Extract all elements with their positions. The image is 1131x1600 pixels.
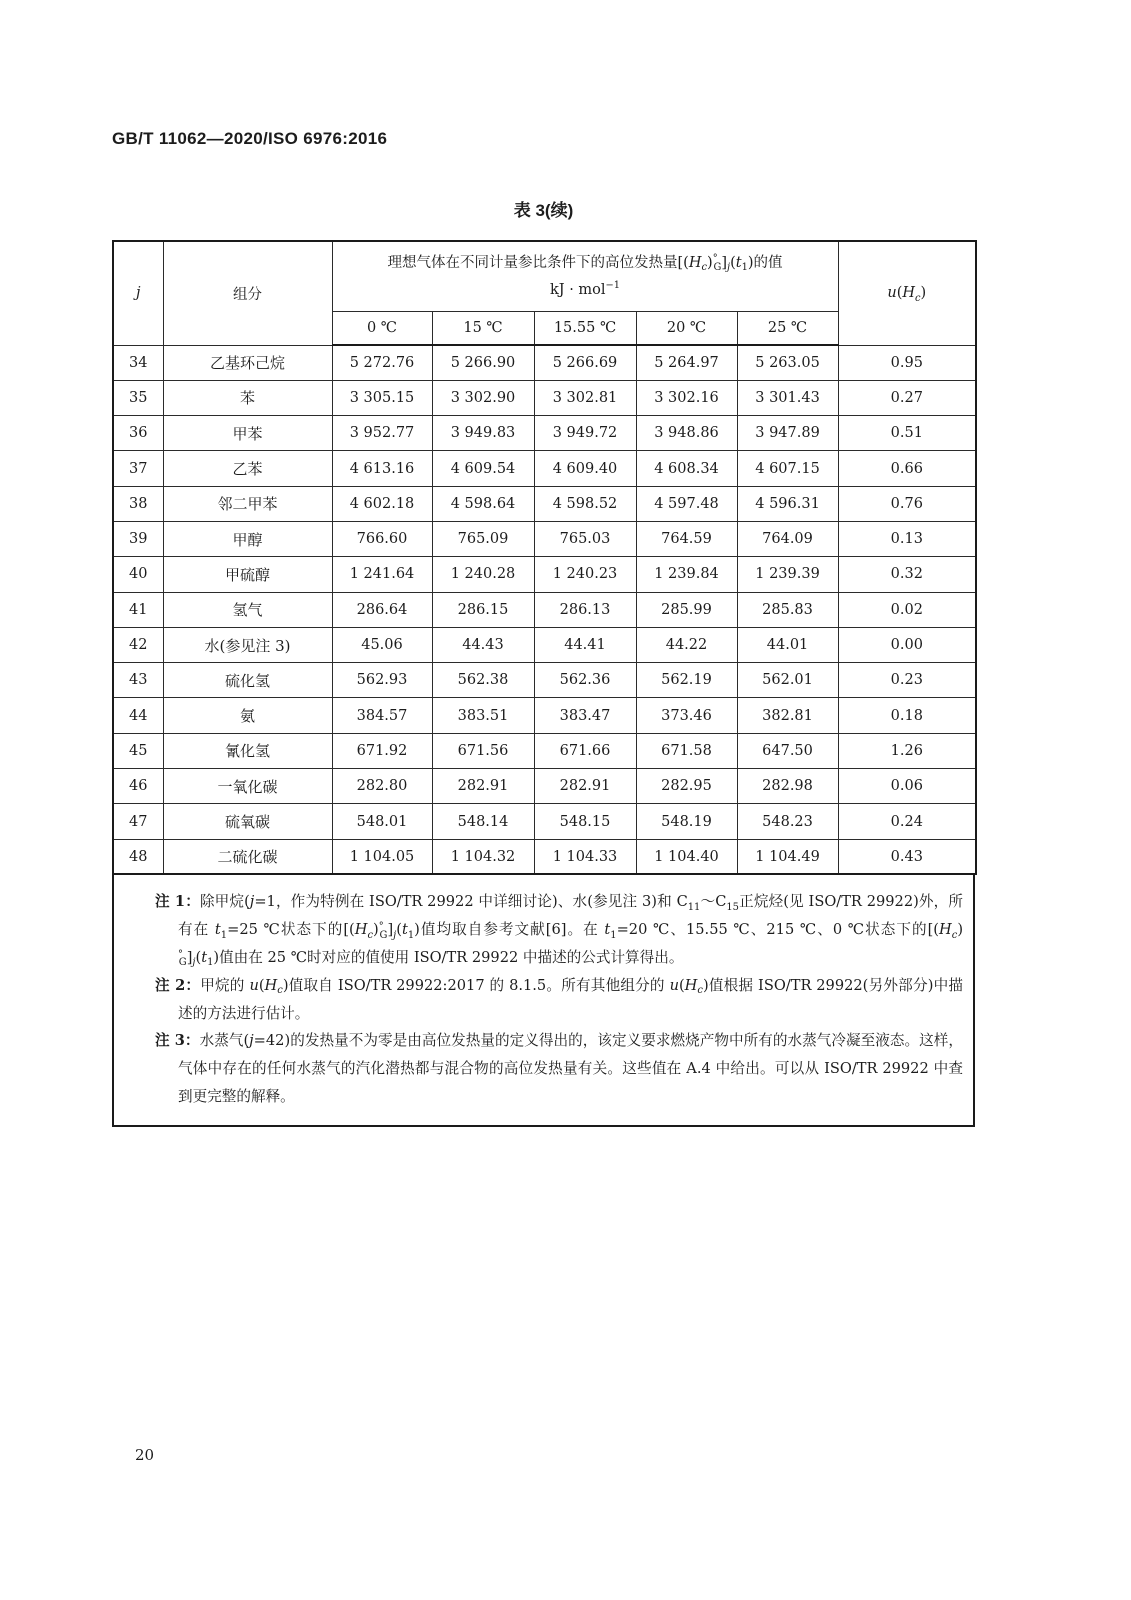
text-run: j xyxy=(192,957,196,969)
cell-heating-value: 5 266.69 xyxy=(534,345,636,380)
cell-index: 42 xyxy=(113,627,163,662)
cell-uncertainty: 0.23 xyxy=(838,663,976,698)
cell-heating-value: 3 302.16 xyxy=(636,380,737,415)
cell-heating-value: 1 104.49 xyxy=(737,839,838,874)
column-header-temperature: 0 ℃ xyxy=(332,312,432,346)
cell-heating-value: 3 952.77 xyxy=(332,416,432,451)
cell-heating-value: 562.93 xyxy=(332,663,432,698)
cell-heating-value: 45.06 xyxy=(332,627,432,662)
cell-heating-value: 44.41 xyxy=(534,627,636,662)
cell-heating-value: 44.22 xyxy=(636,627,737,662)
table-row xyxy=(113,769,976,804)
cell-heating-value: 285.99 xyxy=(636,592,737,627)
cell-heating-value: 4 608.34 xyxy=(636,451,737,486)
cell-heating-value: 4 609.54 xyxy=(432,451,534,486)
table-caption: 表 3(续) xyxy=(513,201,574,220)
cell-heating-value: 548.15 xyxy=(534,804,636,839)
cell-uncertainty: 0.95 xyxy=(838,345,976,380)
note-text xyxy=(178,1032,963,1105)
text-run: )值均取自参考文献[6]。在 xyxy=(414,921,605,939)
cell-index: 45 xyxy=(113,733,163,768)
cell-heating-value: 671.56 xyxy=(432,733,534,768)
cell-component: 水(参见注 3) xyxy=(163,627,332,662)
cell-heating-value: 1 240.23 xyxy=(534,557,636,592)
cell-heating-value: 647.50 xyxy=(737,733,838,768)
text-run: ° xyxy=(178,948,183,960)
cell-heating-value: 3 949.83 xyxy=(432,416,534,451)
text-run: 除甲烷( xyxy=(199,893,250,911)
cell-component: 二硫化碳 xyxy=(163,839,332,874)
cell-heating-value: 562.38 xyxy=(432,663,534,698)
text-run: G xyxy=(379,929,388,941)
text-run: ) xyxy=(707,254,713,271)
cell-heating-value: 282.91 xyxy=(432,769,534,804)
cell-uncertainty: 0.27 xyxy=(838,380,976,415)
text-run: j xyxy=(393,929,397,941)
cell-heating-value: 3 302.90 xyxy=(432,380,534,415)
text-run: ( xyxy=(258,976,265,994)
cell-uncertainty: 0.76 xyxy=(838,486,976,521)
table-row xyxy=(113,592,976,627)
text-run: u xyxy=(669,976,679,994)
text-run: 甲烷的 xyxy=(200,976,250,994)
table-row xyxy=(113,345,976,380)
cell-component: 邻二甲苯 xyxy=(163,486,332,521)
text-run: ( xyxy=(896,285,903,302)
cell-uncertainty: 0.24 xyxy=(838,804,976,839)
cell-component: 乙苯 xyxy=(163,451,332,486)
text-run: H xyxy=(688,254,702,271)
table-row xyxy=(113,380,976,415)
cell-component: 苯 xyxy=(163,380,332,415)
cell-component: 氰化氢 xyxy=(163,733,332,768)
cell-heating-value: 1 104.32 xyxy=(432,839,534,874)
note-item xyxy=(155,1027,963,1110)
cell-heating-value: 765.03 xyxy=(534,521,636,556)
group-header-title xyxy=(333,250,838,277)
column-header-j: j xyxy=(113,241,163,345)
cell-heating-value: 766.60 xyxy=(332,521,432,556)
cell-component: 甲苯 xyxy=(163,416,332,451)
cell-heating-value: 383.47 xyxy=(534,698,636,733)
cell-heating-value: 548.01 xyxy=(332,804,432,839)
cell-heating-value: 671.92 xyxy=(332,733,432,768)
cell-index: 40 xyxy=(113,557,163,592)
note-text xyxy=(178,977,963,1022)
cell-heating-value: 286.64 xyxy=(332,592,432,627)
text-run: c xyxy=(697,985,703,997)
cell-heating-value: 4 598.64 xyxy=(432,486,534,521)
cell-heating-value: 765.09 xyxy=(432,521,534,556)
text-run: 1 xyxy=(407,929,415,941)
table-header xyxy=(113,241,976,345)
cell-heating-value: 548.19 xyxy=(636,804,737,839)
cell-heating-value: 3 305.15 xyxy=(332,380,432,415)
cell-heating-value: 548.23 xyxy=(737,804,838,839)
text-run: c xyxy=(951,929,958,941)
column-header-temperature: 20 ℃ xyxy=(636,312,737,346)
cell-heating-value: 1 104.40 xyxy=(636,839,737,874)
cell-heating-value: 4 596.31 xyxy=(737,486,838,521)
cell-component: 硫化氢 xyxy=(163,663,332,698)
table-row xyxy=(113,733,976,768)
cell-index: 37 xyxy=(113,451,163,486)
cell-heating-value: 764.09 xyxy=(737,521,838,556)
cell-uncertainty: 0.51 xyxy=(838,416,976,451)
cell-index: 38 xyxy=(113,486,163,521)
text-run: c xyxy=(915,292,921,304)
text-run: H xyxy=(354,921,368,939)
cell-heating-value: 3 302.81 xyxy=(534,380,636,415)
cell-uncertainty: 0.18 xyxy=(838,698,976,733)
cell-heating-value: 548.14 xyxy=(432,804,534,839)
text-run: ( xyxy=(396,921,402,939)
table-row xyxy=(113,627,976,662)
text-run: 1 xyxy=(207,957,214,969)
cell-heating-value: 384.57 xyxy=(332,698,432,733)
note-item xyxy=(155,888,964,971)
text-run: j xyxy=(727,261,731,273)
cell-index: 35 xyxy=(113,380,163,415)
cell-index: 41 xyxy=(113,592,163,627)
cell-heating-value: 44.43 xyxy=(432,627,534,662)
cell-heating-value: 285.83 xyxy=(737,592,838,627)
text-run: ° xyxy=(712,253,718,265)
note-label: 注 1： xyxy=(155,893,200,911)
column-header-temperature: 15 ℃ xyxy=(432,312,534,346)
text-run: )值由在 25 ℃时对应的值使用 ISO/TR 29922 中描述的公式计算得出。 xyxy=(213,949,684,967)
text-run: H xyxy=(902,285,916,302)
cell-uncertainty: 0.13 xyxy=(838,521,976,556)
text-run: =20 ℃、15.55 ℃、215 ℃、0 ℃状态下的[( xyxy=(616,921,940,939)
text-run: H xyxy=(264,976,278,994)
column-header-temperature: 25 ℃ xyxy=(737,312,838,346)
text-run: t xyxy=(401,921,408,939)
text-run: t xyxy=(735,254,742,271)
text-run: 11 xyxy=(687,901,701,913)
text-run: u xyxy=(887,285,897,302)
group-header-unit xyxy=(333,277,838,304)
text-run: c xyxy=(367,929,374,941)
cell-heating-value: 3 948.86 xyxy=(636,416,737,451)
cell-index: 47 xyxy=(113,804,163,839)
text-run: 正烷烃(见 ISO/TR 29922)外，所有在 xyxy=(178,893,963,939)
text-run: 理想气体在不同计量参比条件下的高位发热量[( xyxy=(387,254,689,271)
text-run: ) xyxy=(373,921,379,939)
table-row xyxy=(113,557,976,592)
cell-index: 39 xyxy=(113,521,163,556)
cell-heating-value: 3 947.89 xyxy=(737,416,838,451)
cell-heating-value: 5 266.90 xyxy=(432,345,534,380)
text-run: ( xyxy=(195,949,202,967)
cell-uncertainty: 0.00 xyxy=(838,627,976,662)
cell-heating-value: 671.66 xyxy=(534,733,636,768)
text-run: c xyxy=(701,261,708,273)
table-row xyxy=(113,486,976,521)
heating-value-table xyxy=(112,240,977,875)
cell-index: 44 xyxy=(113,698,163,733)
cell-heating-value: 286.13 xyxy=(534,592,636,627)
table-notes xyxy=(112,875,975,1126)
text-run: ] xyxy=(186,949,193,967)
cell-heating-value: 562.01 xyxy=(737,663,838,698)
cell-heating-value: 4 597.48 xyxy=(636,486,737,521)
cell-heating-value: 4 607.15 xyxy=(737,451,838,486)
cell-heating-value: 382.81 xyxy=(737,698,838,733)
text-run: 水蒸气( xyxy=(199,1032,250,1050)
cell-heating-value: 282.91 xyxy=(534,769,636,804)
running-header: GB/T 11062—2020/ISO 6976:2016 xyxy=(112,129,388,148)
table-row xyxy=(113,698,976,733)
text-run: 1 xyxy=(741,261,748,273)
cell-heating-value: 4 598.52 xyxy=(534,486,636,521)
cell-component: 乙基环己烷 xyxy=(163,345,332,380)
cell-uncertainty: 1.26 xyxy=(838,733,976,768)
text-run: ( xyxy=(678,976,685,994)
text-run: j xyxy=(249,1032,254,1050)
header-row xyxy=(113,241,976,312)
text-run: kJ · mol xyxy=(549,281,606,298)
cell-heating-value: 1 239.39 xyxy=(737,557,838,592)
note-label: 注 2： xyxy=(155,976,201,994)
table-row xyxy=(113,416,976,451)
cell-heating-value: 282.80 xyxy=(332,769,432,804)
text-run: =1，作为特例在 ISO/TR 29922 中详细讨论)、水(参见注 3)和 C xyxy=(254,893,688,911)
column-header-temperature: 15.55 ℃ xyxy=(534,312,636,346)
cell-heating-value: 1 240.28 xyxy=(432,557,534,592)
cell-index: 34 xyxy=(113,345,163,380)
cell-heating-value: 1 241.64 xyxy=(332,557,432,592)
text-run: ] xyxy=(387,921,394,939)
cell-component: 一氧化碳 xyxy=(163,769,332,804)
cell-heating-value: 671.58 xyxy=(636,733,737,768)
text-run: 1 xyxy=(220,929,228,941)
cell-heating-value: 4 609.40 xyxy=(534,451,636,486)
cell-uncertainty: 0.66 xyxy=(838,451,976,486)
cell-heating-value: 764.59 xyxy=(636,521,737,556)
cell-heating-value: 562.36 xyxy=(534,663,636,698)
text-run: u xyxy=(249,976,259,994)
note-label: 注 3： xyxy=(155,1032,200,1050)
cell-uncertainty: 0.06 xyxy=(838,769,976,804)
cell-heating-value: 44.01 xyxy=(737,627,838,662)
text-run: G xyxy=(713,261,722,273)
cell-heating-value: 4 602.18 xyxy=(332,486,432,521)
cell-component: 甲硫醇 xyxy=(163,557,332,592)
text-run: j xyxy=(249,893,255,911)
text-run: 1 xyxy=(610,929,617,941)
column-header-component: 组分 xyxy=(163,241,332,345)
text-run: −1 xyxy=(605,280,621,292)
text-run: )值根据 ISO/TR 29922(另外部分)中描述的方法进行估计。 xyxy=(178,976,964,1022)
cell-component: 甲醇 xyxy=(163,521,332,556)
text-run: H xyxy=(939,921,952,939)
text-run: t xyxy=(604,921,611,939)
cell-heating-value: 373.46 xyxy=(636,698,737,733)
table-frame xyxy=(112,240,975,1127)
column-header-uncertainty xyxy=(838,241,976,345)
cell-heating-value: 3 949.72 xyxy=(534,416,636,451)
table-row xyxy=(113,839,976,874)
cell-index: 36 xyxy=(113,416,163,451)
cell-heating-value: 282.98 xyxy=(737,769,838,804)
table-row xyxy=(113,663,976,698)
text-run: t xyxy=(214,921,221,939)
cell-heating-value: 3 301.43 xyxy=(737,380,838,415)
cell-uncertainty: 0.32 xyxy=(838,557,976,592)
cell-heating-value: 383.51 xyxy=(432,698,534,733)
cell-heating-value: 562.19 xyxy=(636,663,737,698)
text-run: H xyxy=(684,976,698,994)
table-row xyxy=(113,521,976,556)
column-group-header xyxy=(332,241,838,312)
cell-index: 48 xyxy=(113,839,163,874)
cell-heating-value: 1 104.05 xyxy=(332,839,432,874)
text-run: ) xyxy=(957,921,964,939)
cell-heating-value: 1 104.33 xyxy=(534,839,636,874)
text-run: )值取自 ISO/TR 29922:2017 的 8.1.5。所有其他组分的 xyxy=(282,976,670,994)
text-run: ° xyxy=(378,921,384,933)
text-run: =42)的发热量不为零是由高位发热量的定义得出的，该定义要求燃烧产物中所有的水蒸气冷凝至液态。这样，气体中存在的任何水蒸气的汽化潜热都与混合物的高位发热量有关。这些值在 A.4 中给出。可以从 ISO/TR 29922 中查到更完整的解释。 xyxy=(178,1032,963,1106)
cell-index: 43 xyxy=(113,663,163,698)
cell-heating-value: 5 263.05 xyxy=(737,345,838,380)
cell-heating-value: 5 272.76 xyxy=(332,345,432,380)
text-run: t xyxy=(201,949,208,967)
text-run: G xyxy=(178,957,187,969)
cell-component: 氢气 xyxy=(163,592,332,627)
text-run: c xyxy=(277,985,283,997)
table-row xyxy=(113,451,976,486)
page-number: 20 xyxy=(135,1446,155,1464)
cell-heating-value: 4 613.16 xyxy=(332,451,432,486)
text-run: 15 xyxy=(726,901,739,913)
table-body xyxy=(113,345,976,874)
text-run: =25 ℃状态下的[( xyxy=(227,921,355,939)
cell-component: 氨 xyxy=(163,698,332,733)
cell-heating-value: 5 264.97 xyxy=(636,345,737,380)
cell-uncertainty: 0.43 xyxy=(838,839,976,874)
note-text xyxy=(178,893,964,969)
cell-component: 硫氧碳 xyxy=(163,804,332,839)
cell-heating-value: 286.15 xyxy=(432,592,534,627)
text-run: )的值 xyxy=(747,254,783,271)
table-row xyxy=(113,804,976,839)
text-run: ( xyxy=(730,254,736,271)
cell-uncertainty: 0.02 xyxy=(838,592,976,627)
text-run: ) xyxy=(920,285,927,302)
text-run: ] xyxy=(721,254,728,271)
text-run: ～C xyxy=(700,893,727,911)
cell-index: 46 xyxy=(113,769,163,804)
cell-heating-value: 282.95 xyxy=(636,769,737,804)
note-item xyxy=(155,972,964,1028)
cell-heating-value: 1 239.84 xyxy=(636,557,737,592)
